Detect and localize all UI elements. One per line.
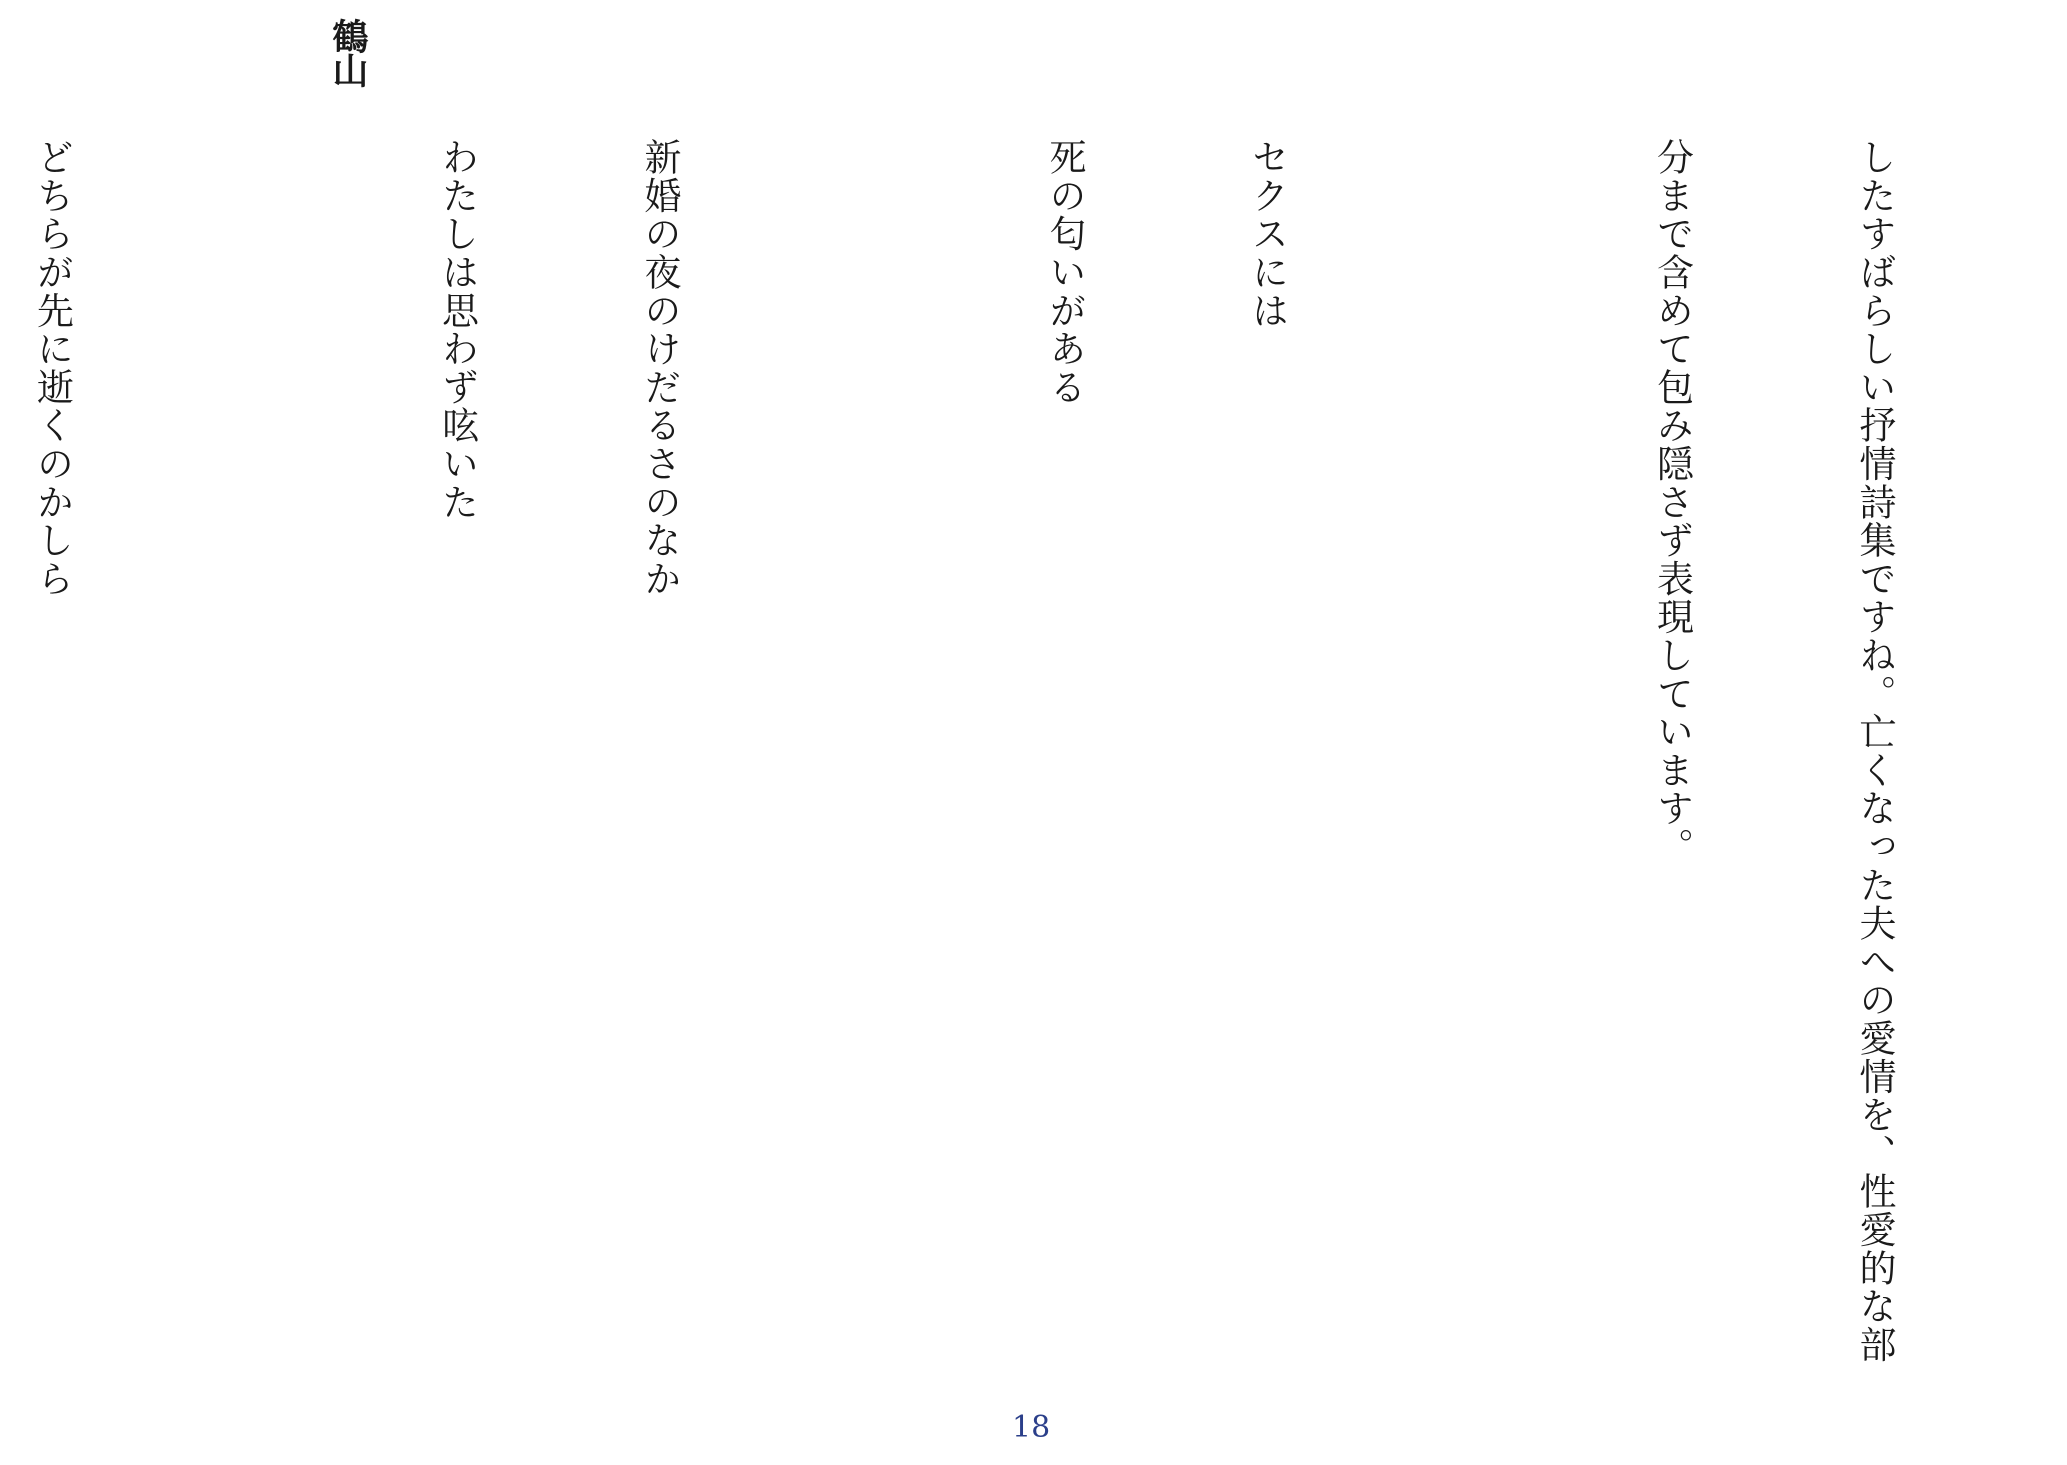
poem-line: 死の匂いがある <box>1043 138 1086 407</box>
stanza-break <box>221 138 289 1398</box>
text-line: 分まで含めて包み隠さず表現しています。 <box>1650 138 1694 866</box>
text-line: したすばらしい抒情詩集ですね。亡くなった夫への愛情を、性愛的な部 <box>1853 138 1896 1364</box>
poem-line: どちらが先に逝くのかしら <box>30 138 74 598</box>
page-number: 18 <box>1012 1410 1051 1445</box>
stanza-break <box>1436 138 1504 1398</box>
poem-line: セクスには <box>1245 138 1289 330</box>
stanza-break <box>828 138 896 1398</box>
poem-line: わたしは思わず呟いた <box>435 138 479 521</box>
speaker-label: 鶴山 <box>327 18 369 86</box>
body-text <box>0 138 2043 1398</box>
poem-line: 新婚の夜のけだるさのなか <box>638 138 681 598</box>
